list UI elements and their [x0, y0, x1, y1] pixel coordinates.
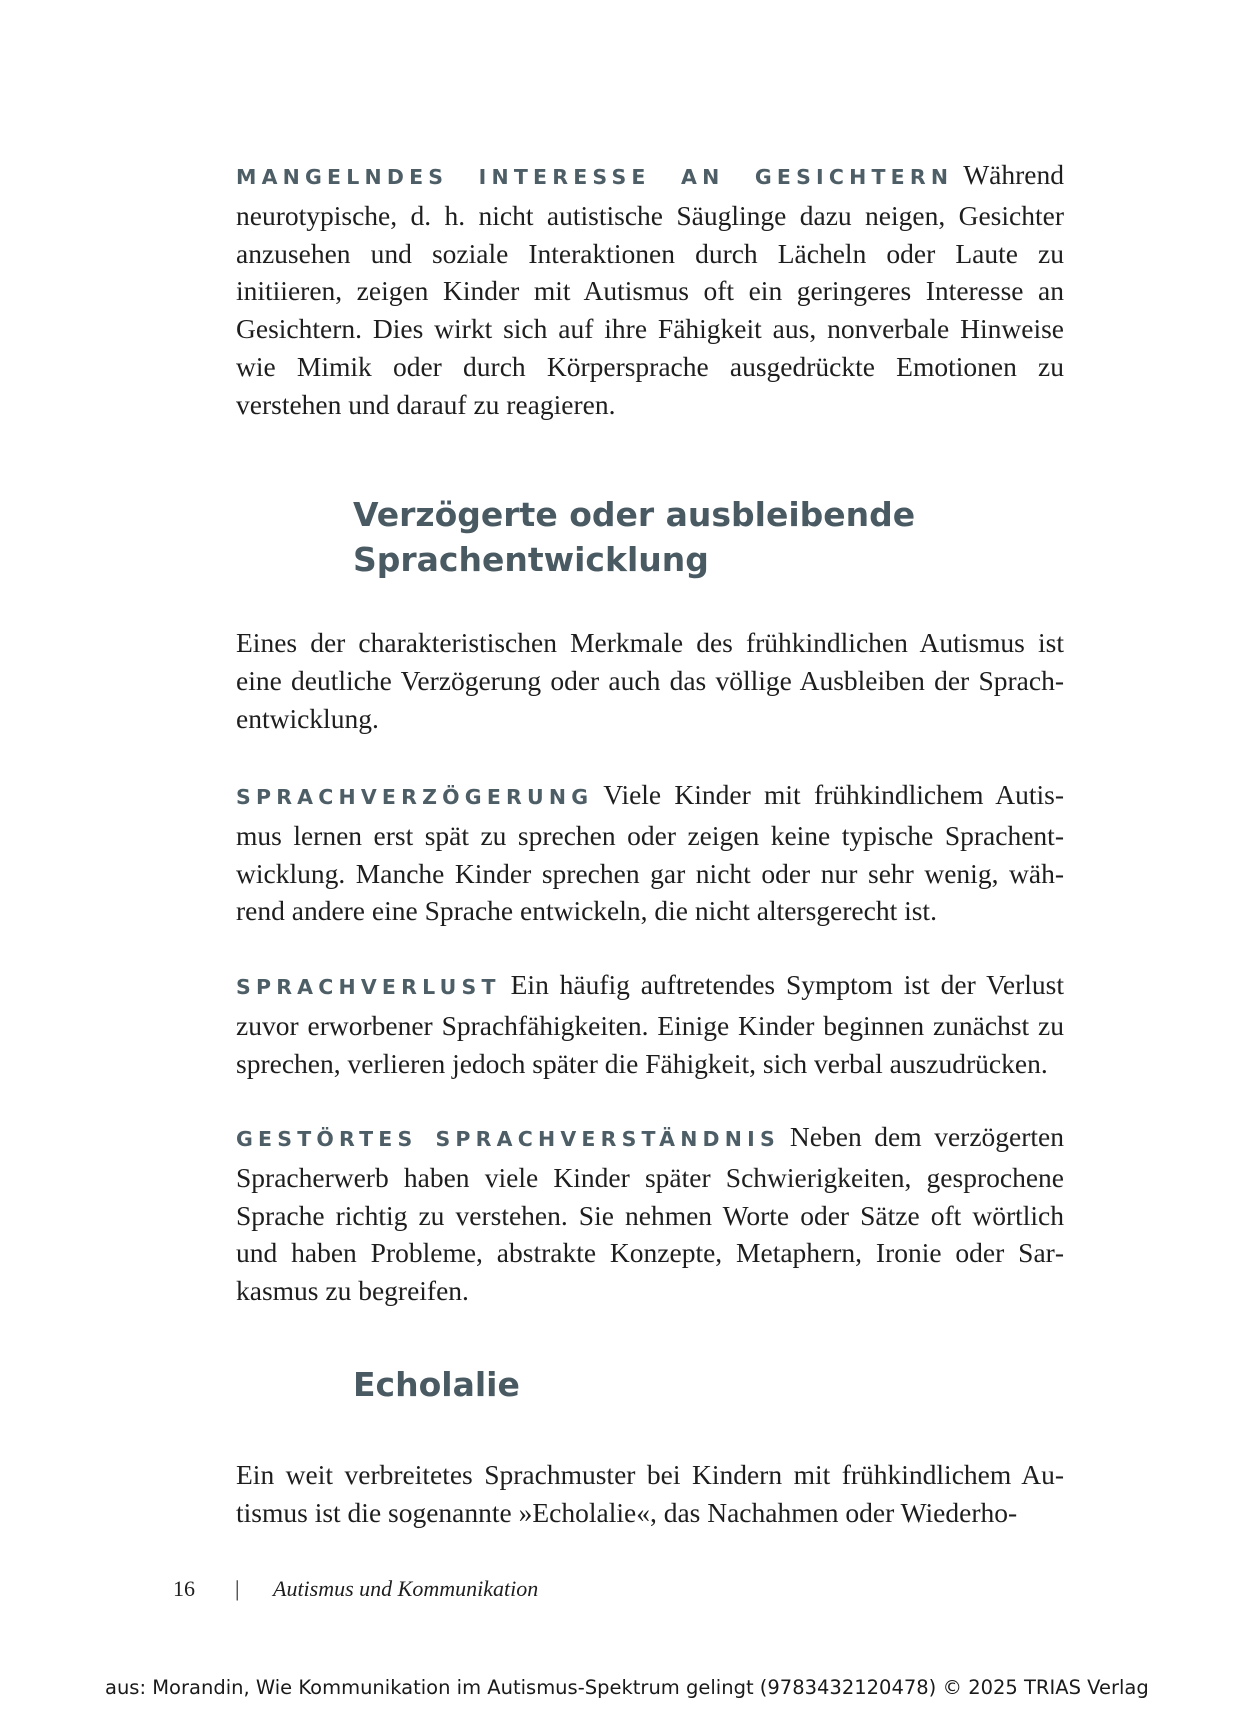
- paragraph-comprehension: [236, 1118, 1064, 1310]
- section-heading-language-development: [353, 492, 1073, 582]
- heading-line-1: Verzögerte oder ausbleibende: [353, 495, 916, 534]
- paragraph-text: Ein häufig auftretendes Symptom ist der Verlust zuvor erworbener Sprachfähigkeiten. Einige Kinder beginnen zunächst zu sprechen, verlieren jedoch später die Fähigkeit, sich verbal auszudrücken.: [236, 969, 1064, 1079]
- paragraph-language-delay: [236, 776, 1064, 930]
- source-credit: aus: Morandin, Wie Kommunikation im Autismus-Spektrum gelingt (9783432120478) © 2025 TRIAS Verlag: [105, 1676, 1149, 1699]
- paragraph-text: Während neurotypische, d. h. nicht autistische Säuglinge dazu neigen, Gesichter anzusehen und soziale Interaktionen durch Lächeln oder Laute zu initiieren, zeigen Kinder mit Autismus oft ein geringeres Interesse an Gesichtern. Dies wirkt sich auf ihre Fähigkeit aus, nonverbale Hinweise wie Mimik oder durch Körpersprache ausgedrückte Emotionen zu verstehen und darauf zu reagieren.: [236, 159, 1064, 420]
- runin-heading-faces: MANGELNDES INTERESSE AN GESICHTERN: [236, 165, 954, 189]
- footer-separator: |: [235, 1576, 240, 1601]
- paragraph-text: Ein weit verbreitetes Sprachmuster bei Kindern mit frühkindlichem Autismus ist die sogenannte »Echolalie«, das Nachahmen oder Wiederho-: [236, 1459, 1064, 1528]
- paragraph-faces: [236, 156, 1064, 424]
- section-heading-echolalia: Echolalie: [353, 1365, 520, 1404]
- paragraph-intro-language: [236, 624, 1064, 737]
- running-title: Autismus und Kommunikation: [273, 1576, 539, 1601]
- page-footer: [173, 1574, 538, 1604]
- runin-heading-language-loss: SPRACHVERLUST: [236, 975, 501, 999]
- runin-heading-language-delay: SPRACHVERZÖGERUNG: [236, 785, 594, 809]
- paragraph-language-loss: [236, 966, 1064, 1082]
- paragraph-text: Neben dem verzögerten Spracherwerb haben viele Kinder später Schwierigkeiten, gesprochene Sprache richtig zu verstehen. Sie nehmen Worte oder Sätze oft wörtlich und haben Probleme, abstrakte Konzepte, Metaphern, Ironie oder Sarkasmus zu begreifen.: [236, 1121, 1064, 1307]
- heading-line-2: Sprachentwicklung: [353, 540, 709, 579]
- paragraph-text: Eines der charakteristischen Merkmale des frühkindlichen Autismus ist eine deutliche Verzögerung oder auch das völlige Ausbleiben der Sprachentwicklung.: [236, 627, 1064, 734]
- paragraph-text: Viele Kinder mit frühkindlichem Autismus lernen erst spät zu sprechen oder zeigen keine typische Sprachentwicklung. Manche Kinder sprechen gar nicht oder nur sehr wenig, während andere eine Sprache entwickeln, die nicht altersgerecht ist.: [236, 779, 1064, 927]
- runin-heading-comprehension: GESTÖRTES SPRACHVERSTÄNDNIS: [236, 1127, 780, 1151]
- paragraph-echolalia: [236, 1456, 1064, 1532]
- page-number: 16: [173, 1576, 195, 1601]
